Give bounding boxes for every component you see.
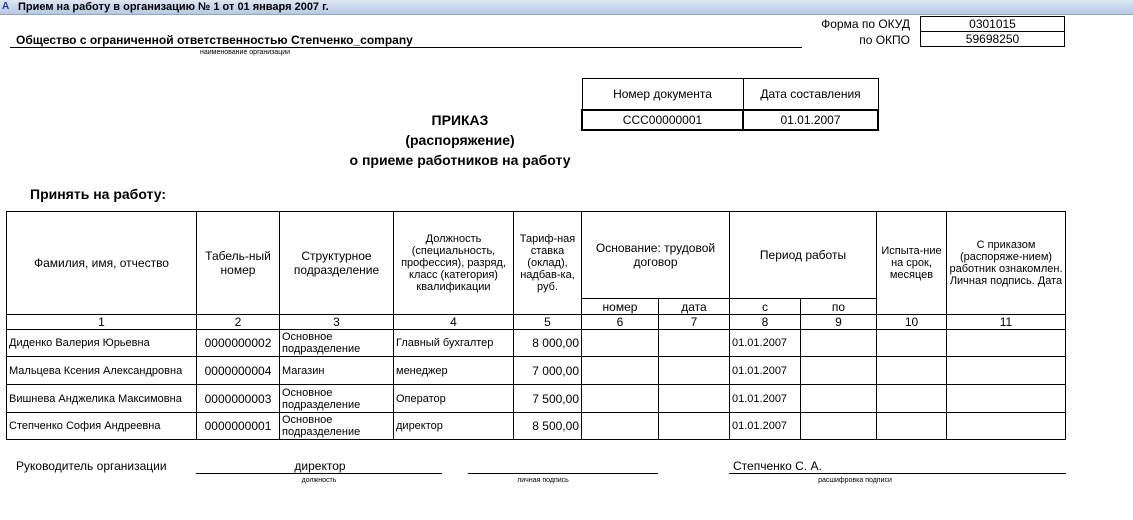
organization-underline bbox=[10, 47, 802, 48]
header-period: Период работы bbox=[730, 212, 877, 299]
period-from[interactable]: 01.01.2007 bbox=[730, 330, 801, 357]
header-period-to: по bbox=[801, 299, 877, 315]
column-number: 10 bbox=[877, 315, 947, 330]
table-row bbox=[7, 385, 1066, 413]
column-number: 1 bbox=[7, 315, 197, 330]
period-from[interactable]: 01.01.2007 bbox=[730, 413, 801, 440]
employee-rate[interactable]: 7 500,00 bbox=[514, 385, 582, 413]
employee-department[interactable]: Магазин bbox=[280, 357, 394, 385]
column-number: 11 bbox=[947, 315, 1066, 330]
doc-date-header: Дата составления bbox=[743, 79, 878, 111]
employee-position[interactable]: менеджер bbox=[394, 357, 514, 385]
employee-rate[interactable]: 8 500,00 bbox=[514, 413, 582, 440]
window-title: Прием на работу в организацию № 1 от 01 января 2007 г. bbox=[18, 1, 329, 13]
signature-name[interactable]: Степченко С. А. bbox=[733, 459, 822, 473]
header-basis: Основание: трудовой договор bbox=[582, 212, 730, 299]
period-to-cell[interactable] bbox=[801, 330, 877, 357]
basis-number-cell[interactable] bbox=[582, 330, 659, 357]
basis-date-cell[interactable] bbox=[659, 413, 730, 440]
basis-number-cell[interactable] bbox=[582, 385, 659, 413]
probation-cell[interactable] bbox=[877, 385, 947, 413]
header-basis-date: дата bbox=[659, 299, 730, 315]
acknowledged-cell[interactable] bbox=[947, 357, 1066, 385]
employee-department[interactable]: Основное подразделение bbox=[280, 330, 394, 357]
employee-name[interactable]: Вишнева Анджелика Максимовна bbox=[7, 385, 197, 413]
heading-order: ПРИКАЗ bbox=[431, 112, 489, 128]
header-name: Фамилия, имя, отчество bbox=[7, 212, 197, 315]
codes-table bbox=[920, 16, 1065, 47]
probation-cell[interactable] bbox=[877, 330, 947, 357]
header-acknowledged: С приказом (распоряже-нием) работник ознакомлен. Личная подпись. Дата bbox=[947, 212, 1066, 315]
acknowledged-cell[interactable] bbox=[947, 385, 1066, 413]
doc-number-value[interactable]: CCC00000001 bbox=[582, 110, 743, 130]
hire-label: Принять на работу: bbox=[30, 186, 166, 202]
okpo-value[interactable]: 59698250 bbox=[921, 32, 1065, 47]
signature-position[interactable]: директор bbox=[294, 459, 346, 473]
header-position: Должность (специальность, профессия), разряд, класс (категория) квалификации bbox=[394, 212, 514, 315]
table-row bbox=[7, 413, 1066, 440]
period-from[interactable]: 01.01.2007 bbox=[730, 385, 801, 413]
header-tab-number: Табель-ный номер bbox=[197, 212, 280, 315]
employee-tab-number[interactable]: 0000000001 bbox=[197, 413, 280, 440]
employee-tab-number[interactable]: 0000000003 bbox=[197, 385, 280, 413]
period-to-cell[interactable] bbox=[801, 357, 877, 385]
basis-date-cell[interactable] bbox=[659, 385, 730, 413]
signature-caption: личная подпись bbox=[517, 477, 569, 484]
acknowledged-cell[interactable] bbox=[947, 413, 1066, 440]
column-number: 2 bbox=[197, 315, 280, 330]
employee-position[interactable]: Главный бухгалтер bbox=[394, 330, 514, 357]
basis-date-cell[interactable] bbox=[659, 330, 730, 357]
name-caption: расшифровка подписи bbox=[818, 477, 892, 484]
signature-label: Руководитель организации bbox=[16, 459, 167, 473]
employee-rate[interactable]: 8 000,00 bbox=[514, 330, 582, 357]
employee-tab-number[interactable]: 0000000004 bbox=[197, 357, 280, 385]
column-number: 6 bbox=[582, 315, 659, 330]
employee-name[interactable]: Мальцева Ксения Александровна bbox=[7, 357, 197, 385]
column-number: 4 bbox=[394, 315, 514, 330]
okud-label: Форма по ОКУД bbox=[821, 17, 910, 31]
basis-number-cell[interactable] bbox=[582, 413, 659, 440]
employee-department[interactable]: Основное подразделение bbox=[280, 413, 394, 440]
okpo-label: по ОКПО bbox=[859, 33, 910, 47]
header-period-from: с bbox=[730, 299, 801, 315]
employee-department[interactable]: Основное подразделение bbox=[280, 385, 394, 413]
signature-line bbox=[468, 473, 658, 474]
document-icon: A bbox=[2, 1, 10, 12]
name-line bbox=[729, 473, 1066, 474]
doc-date-value[interactable]: 01.01.2007 bbox=[743, 110, 878, 130]
position-line bbox=[196, 473, 442, 474]
column-number: 3 bbox=[280, 315, 394, 330]
column-number: 7 bbox=[659, 315, 730, 330]
heading-instruction: (распоряжение) bbox=[405, 132, 515, 148]
header-rate: Тариф-ная ставка (оклад), надбав-ка, руб. bbox=[514, 212, 582, 315]
document-number-table bbox=[581, 78, 879, 131]
probation-cell[interactable] bbox=[877, 413, 947, 440]
basis-number-cell[interactable] bbox=[582, 357, 659, 385]
period-from[interactable]: 01.01.2007 bbox=[730, 357, 801, 385]
column-number: 8 bbox=[730, 315, 801, 330]
employee-tab-number[interactable]: 0000000002 bbox=[197, 330, 280, 357]
employee-rate[interactable]: 7 000,00 bbox=[514, 357, 582, 385]
probation-cell[interactable] bbox=[877, 357, 947, 385]
column-number: 5 bbox=[514, 315, 582, 330]
employee-name[interactable]: Диденко Валерия Юрьевна bbox=[7, 330, 197, 357]
period-to-cell[interactable] bbox=[801, 385, 877, 413]
okud-value[interactable]: 0301015 bbox=[921, 17, 1065, 32]
table-row bbox=[7, 357, 1066, 385]
employees-table bbox=[6, 211, 1066, 440]
employee-position[interactable]: директор bbox=[394, 413, 514, 440]
left-gutter bbox=[0, 15, 5, 520]
doc-number-header: Номер документа bbox=[582, 79, 743, 111]
window-titlebar bbox=[0, 0, 1133, 15]
position-caption: должность bbox=[301, 477, 337, 484]
organization-caption: наименование организации bbox=[200, 49, 291, 56]
table-row bbox=[7, 330, 1066, 357]
header-probation: Испыта-ние на срок, месяцев bbox=[877, 212, 947, 315]
column-number: 9 bbox=[801, 315, 877, 330]
heading-subject: о приеме работников на работу bbox=[349, 152, 571, 168]
basis-date-cell[interactable] bbox=[659, 357, 730, 385]
period-to-cell[interactable] bbox=[801, 413, 877, 440]
employee-name[interactable]: Степченко София Андреевна bbox=[7, 413, 197, 440]
header-department: Структурное подразделение bbox=[280, 212, 394, 315]
employee-position[interactable]: Оператор bbox=[394, 385, 514, 413]
header-basis-number: номер bbox=[582, 299, 659, 315]
organization-name: Общество с ограниченной ответственностью Степченко_company bbox=[16, 33, 413, 47]
acknowledged-cell[interactable] bbox=[947, 330, 1066, 357]
